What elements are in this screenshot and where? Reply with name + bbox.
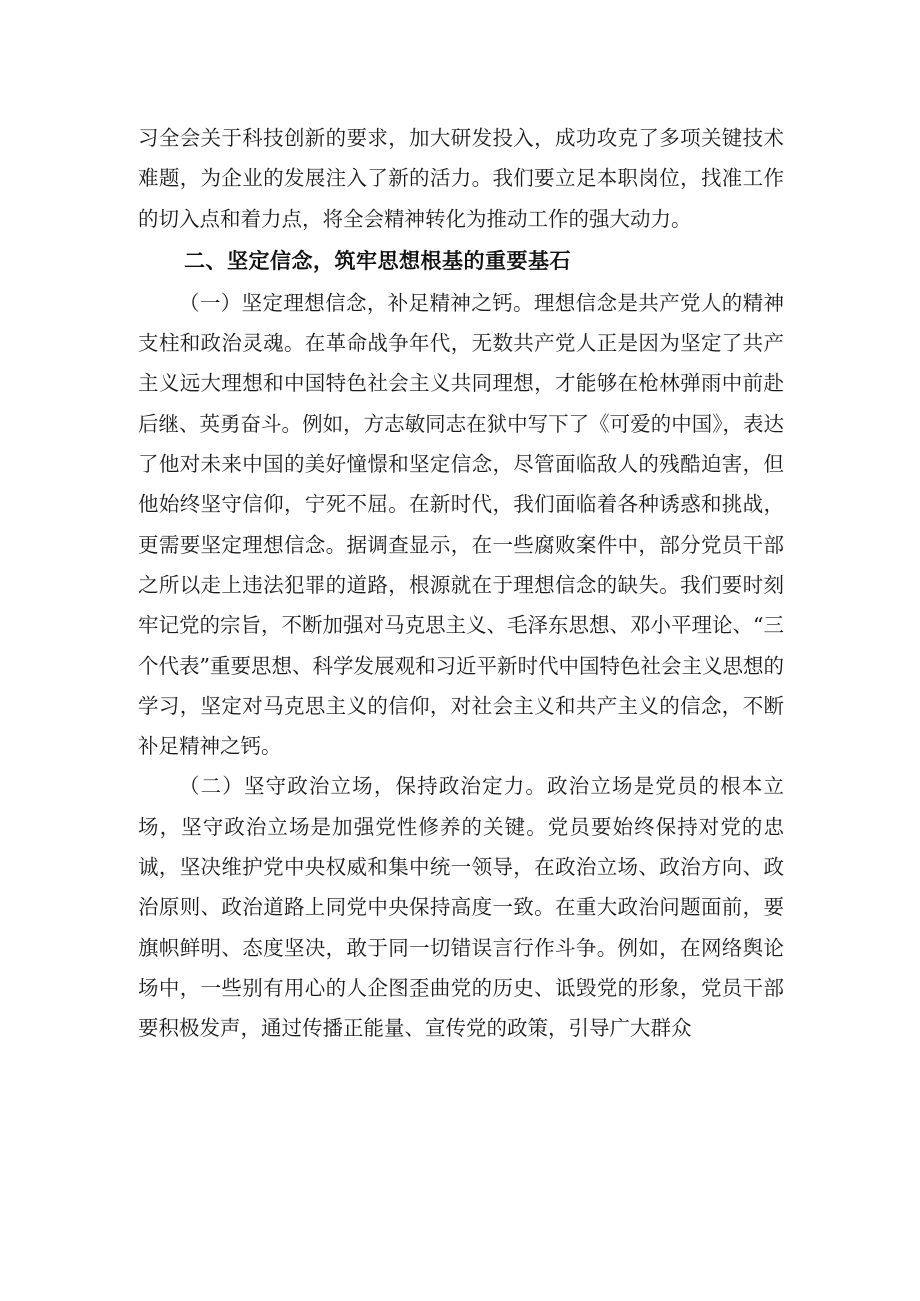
document-body — [138, 118, 784, 1049]
paragraph-political-stance: （二）坚守政治立场，保持政治定力。政治立场是党员的根本立场，坚守政治立场是加强党性修养的关键。党员要始终保持对党的忠诚，坚决维护党中央权威和集中统一领导，在政治立场、政治方向、政治原则、政治道路上同党中央保持高度一致。在重大政治问题面前，要旗帜鲜明、态度坚决，敢于同一切错误言行作斗争。例如，在网络舆论场中，一些别有用心的人企图歪曲党的历史、诋毁党的形象，党员干部要积极发声，通过传播正能量、宣传党的政策，引导广大群众 — [138, 774, 784, 1041]
paragraph-continuation: 习全会关于科技创新的要求，加大研发投入，成功攻克了多项关键技术难题，为企业的发展注入了新的活力。我们要立足本职岗位，找准工作的切入点和着力点，将全会精神转化为推动工作的强大动力。 — [138, 126, 784, 231]
paragraph-ideals-and-beliefs: （一）坚定理想信念，补足精神之钙。理想信念是共产党人的精神支柱和政治灵魂。在革命战争年代，无数共产党人正是因为坚定了共产主义远大理想和中国特色社会主义共同理想，才能够在枪林弹雨中前赴后继、英勇奋斗。例如，方志敏同志在狱中写下了《可爱的中国》，表达了他对未来中国的美好憧憬和坚定信念，尽管面临敌人的残酷迫害，但他始终坚守信仰，宁死不屈。在新时代，我们面临着各种诱惑和挑战，更需要坚定理想信念。据调查显示，在一些腐败案件中，部分党员干部之所以走上违法犯罪的道路，根源就在于理想信念的缺失。我们要时刻牢记党的宗旨，不断加强对马克思主义、毛泽东思想、邓小平理论、“三个代表”重要思想、科学发展观和习近平新时代中国特色社会主义思想的学习，坚定对马克思主义的信仰，对社会主义和共产主义的信念，不断补足精神之钙。 — [138, 290, 784, 759]
section-heading: 二、坚定信念，筑牢思想根基的重要基石 — [184, 248, 571, 273]
